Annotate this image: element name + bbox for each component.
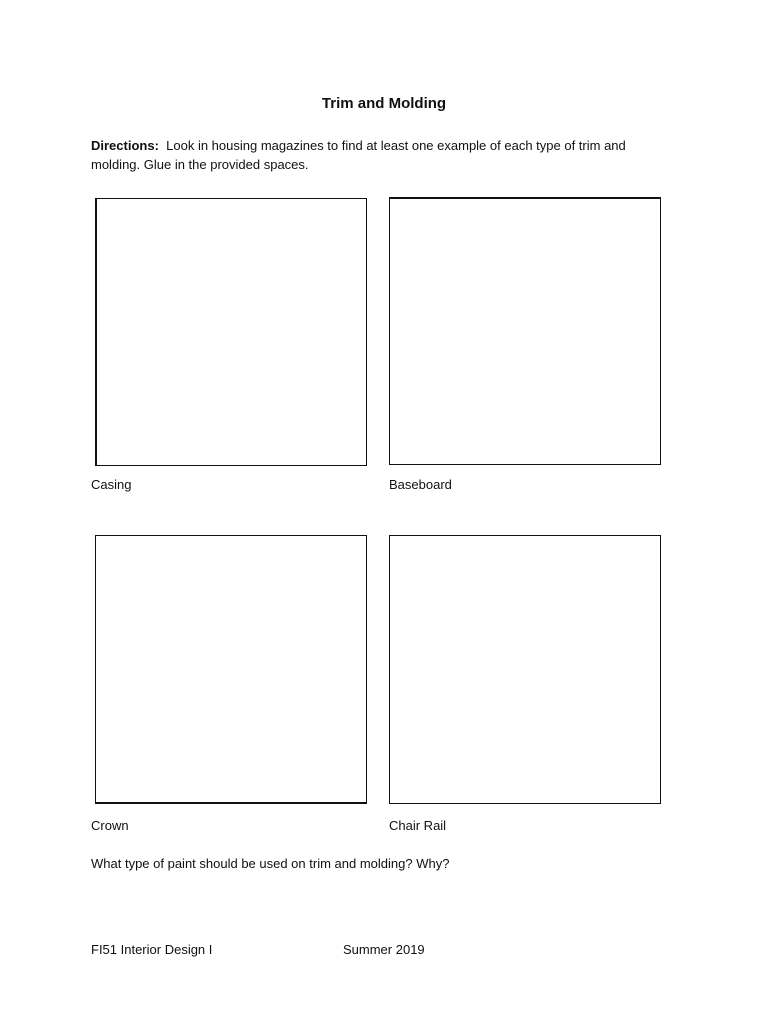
chair-rail-label: Chair Rail — [389, 818, 447, 833]
casing-label: Casing — [91, 477, 132, 492]
casing-box — [95, 198, 367, 466]
paint-question: What type of paint should be used on trim and molding? Why? — [91, 856, 450, 871]
footer-course: FI51 Interior Design I — [91, 942, 213, 957]
directions-paragraph — [91, 136, 671, 174]
directions-text: Look in housing magazines to find at least one example of each type of trim and molding. Glue in the provided spaces. — [91, 138, 626, 172]
baseboard-box — [389, 197, 661, 465]
page-title: Trim and Molding — [321, 95, 447, 112]
crown-box — [95, 535, 367, 804]
chair-rail-box — [389, 535, 661, 804]
crown-label: Crown — [91, 818, 129, 833]
directions-label: Directions: — [91, 138, 159, 153]
footer-term: Summer 2019 — [343, 942, 425, 957]
baseboard-label: Baseboard — [389, 477, 452, 492]
